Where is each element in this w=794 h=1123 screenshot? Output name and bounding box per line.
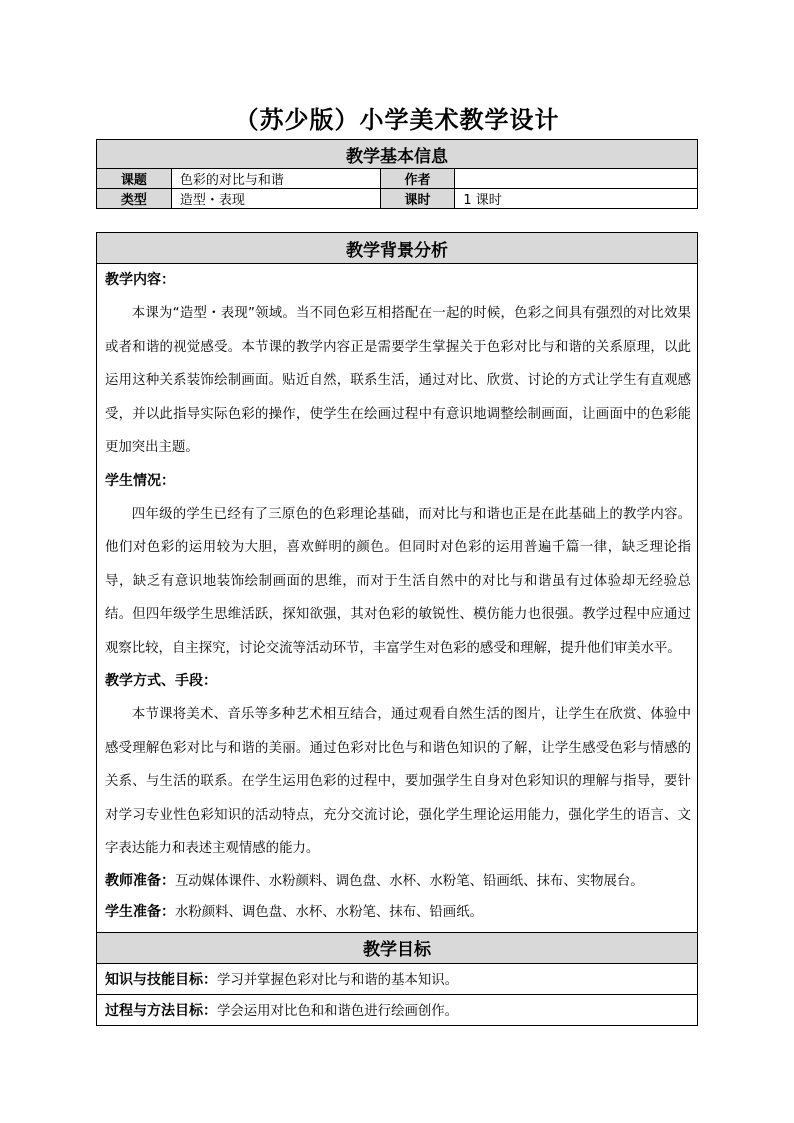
knowledge-goal-text: 学习并掌握色彩对比与和谐的基本知识。 — [217, 972, 459, 988]
process-goal-label: 过程与方法目标： — [105, 1002, 217, 1019]
student-prep-text: 水粉颜料、调色盘、水杯、水粉笔、抹布、铅画纸。 — [175, 904, 483, 920]
type-label: 类型 — [97, 189, 172, 209]
process-goal-text: 学会运用对比色和和谐色进行绘画创作。 — [217, 1003, 459, 1019]
method-paragraph: 本节课将美术、音乐等多种艺术相互结合，通过观看自然生活的图片，让学生在欣赏、体验中感受理解色彩对比与和谐的美丽。通过色彩对比色与和谐色知识的了解，让学生感受色彩与情感的关系、与生活的联系。在学生运用色彩的过程中，要加强学生自身对色彩知识的理解与指导，要针对学习专业性色彩知识的活动特点，充分交流讨论，强化学生理论运用能力，强化学生的语言、文字表达能力和表述主观情感的能力。 — [105, 707, 691, 856]
students-heading: 学生情况： — [105, 472, 175, 489]
topic-label: 课题 — [97, 169, 172, 189]
content-paragraph: 本课为“造型・表现”领域。当不同色彩互相搭配在一起的时候，色彩之间具有强烈的对比效果或者和谐的视觉感受。本节课的教学内容正是需要学生掌握关于色彩对比与和谐的关系原理，以此运用这种关系装饰绘制画面。贴近自然，联系生活，通过对比、欣赏、讨论的方式让学生有直观感受，并以此指导实际色彩的操作，使学生在绘画过程中有意识地调整绘制画面，让画面中的色彩能更加突出主题。 — [105, 306, 691, 455]
student-prep-label: 学生准备： — [105, 903, 175, 920]
content-heading: 教学内容： — [105, 272, 175, 288]
teacher-prep-label: 教师准备： — [105, 872, 175, 889]
document-title: （苏少版）小学美术教学设计 — [234, 106, 560, 134]
hours-value: 1 课时 — [455, 189, 698, 209]
knowledge-goal-row — [97, 963, 698, 994]
hours-label: 课时 — [380, 189, 455, 209]
knowledge-goal-label: 知识与技能目标： — [105, 971, 217, 988]
topic-value: 色彩的对比与和谐 — [171, 169, 380, 189]
teacher-prep-text: 互动媒体课件、水粉颜料、调色盘、水杯、水粉笔、铅画纸、抹布、实物展台。 — [175, 873, 644, 889]
background-goals-table — [96, 232, 698, 1026]
students-paragraph: 四年级的学生已经有了三原色的色彩理论基础，而对比与和谐也正是在此基础上的教学内容。他们对色彩的运用较为大胆，喜欢鲜明的颜色。但同时对色彩的运用普遍千篇一律，缺乏理论指导，缺乏有意识地装饰绘制画面的思维，而对于生活自然中的对比与和谐虽有过体验却无经验总结。但四年级学生思维活跃，探知欲强，其对色彩的敏锐性、模仿能力也很强。教学过程中应通过观察比较，自主探究，讨论交流等活动环节，丰富学生对色彩的感受和理解，提升他们审美水平。 — [105, 506, 691, 656]
teacher-prep — [105, 866, 691, 897]
goals-header: 教学目标 — [97, 932, 698, 963]
author-value — [455, 169, 698, 189]
student-prep — [105, 897, 691, 928]
author-label: 作者 — [380, 169, 455, 189]
basic-info-table — [96, 139, 698, 209]
background-header: 教学背景分析 — [97, 233, 698, 264]
type-value: 造型・表现 — [171, 189, 380, 209]
basic-info-header: 教学基本信息 — [97, 140, 698, 169]
background-body — [97, 264, 698, 933]
process-goal-row — [97, 994, 698, 1025]
method-heading: 教学方式、手段： — [105, 673, 217, 689]
